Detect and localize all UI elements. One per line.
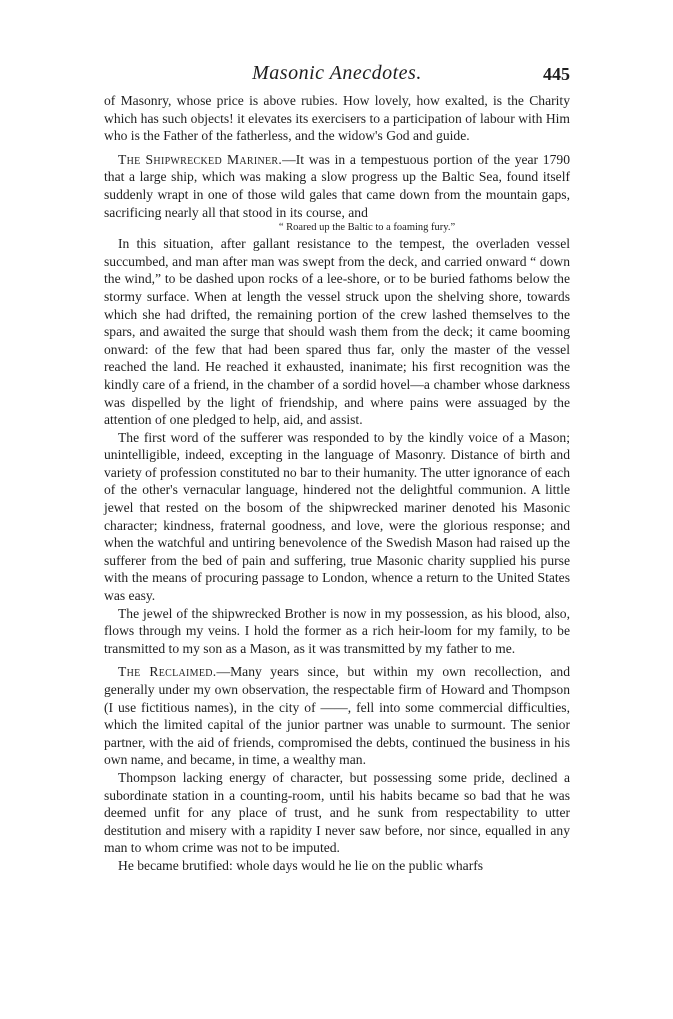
verse-quote: “ Roared up the Baltic to a foaming fury.”: [278, 222, 456, 234]
paragraph: In this situation, after gallant resistance to the tempest, the overladen vessel succumbed, and man after man was swept from the deck, and carried onward “ down the wind,” to be dashed upon rocks of a lee-shore, or to be buried fathoms below the stormy surface. When at length the vessel struck upon the shelving shore, towards which she had drifted, the remaining portion of the crew lashed themselves to the spars, and awaited the surge that should wash them from the deck; it came booming onward: of the few that had been spared thus far, only the master of the vessel reached the land. He reached it exhausted, inanimate; his first recognition was the kindly care of a friend, in the chamber of a sordid hovel—a chamber whose darkness was dispelled by the light of friendship, and where pains were assuaged by the attention of one pledged to help, aid, and assist.: [104, 236, 570, 428]
section-paragraph: [104, 151, 570, 221]
paragraph: The jewel of the shipwrecked Brother is now in my possession, as his blood, also, flows through my veins. I hold the former as a rich heir-loom for my family, to be transmitted to my son as a Mason, as it was transmitted by my father to me.: [104, 605, 570, 656]
section-heading: The Shipwrecked Mariner.: [118, 151, 283, 167]
paragraph-text: —It was in a tempestuous portion of the year 1790 that a large ship, which was making a slow progress up the Baltic Sea, found itself suddenly wrapt in one of those wild gales that came down from the mountain gaps, sacrificing nearly all that stood in its course, and: [104, 151, 570, 220]
paragraph: Thompson lacking energy of character, but possessing some pride, declined a subordinate station in a counting-room, until his habits became so bad that he was deemed unfit for any place of trust, and he sunk from respectability to utter destitution and misery with a rapidity I never saw before, nor since, equalled in any man to whom crime was not to be imputed.: [104, 769, 570, 856]
paragraph: of Masonry, whose price is above rubies. How lovely, how exalted, is the Charity which has such objects! it elevates its exercisers to a participation of labour with Him who is the Father of the fatherless, and the widow's God and guide.: [104, 93, 570, 144]
running-title: Masonic Anecdotes.: [252, 62, 422, 84]
paragraph-text: —Many years since, but within my own recollection, and generally under my own observation, the respectable firm of Howard and Thompson (I use fictitious names), in the city of ——, fell into some commercial difficulties, which the limited capital of the junior partner was unable to surmount. The senior partner, with the aid of friends, compromised the debts, continued the business in his own name, and became, in time, a wealthy man.: [104, 664, 570, 768]
paragraph: The first word of the sufferer was responded to by the kindly voice of a Mason; unintelligible, indeed, excepting in the language of Masonry. Distance of birth and variety of profession constituted no bar to their humanity. The utter ignorance of each of the other's vernacular language, hindered not the delightful communion. A little jewel that rested on the bosom of the shipwrecked mariner denoted his Masonic character; kindness, fraternal goodness, and love, were the glorious response; and when the watchful and untiring benevolence of the Swedish Mason had raised up the sufferer from the bed of pain and suffering, true Masonic charity supplied his purse with the means of procuring passage to London, whence a return to the United States was easy.: [104, 429, 570, 604]
body-text: [104, 92, 570, 875]
section-heading: The Reclaimed.: [118, 664, 217, 680]
book-page: [104, 62, 570, 875]
section-paragraph: [104, 663, 570, 769]
page-number: 445: [543, 64, 570, 84]
paragraph: He became brutified: whole days would he lie on the public wharfs: [118, 857, 484, 873]
page-header: [104, 62, 570, 92]
